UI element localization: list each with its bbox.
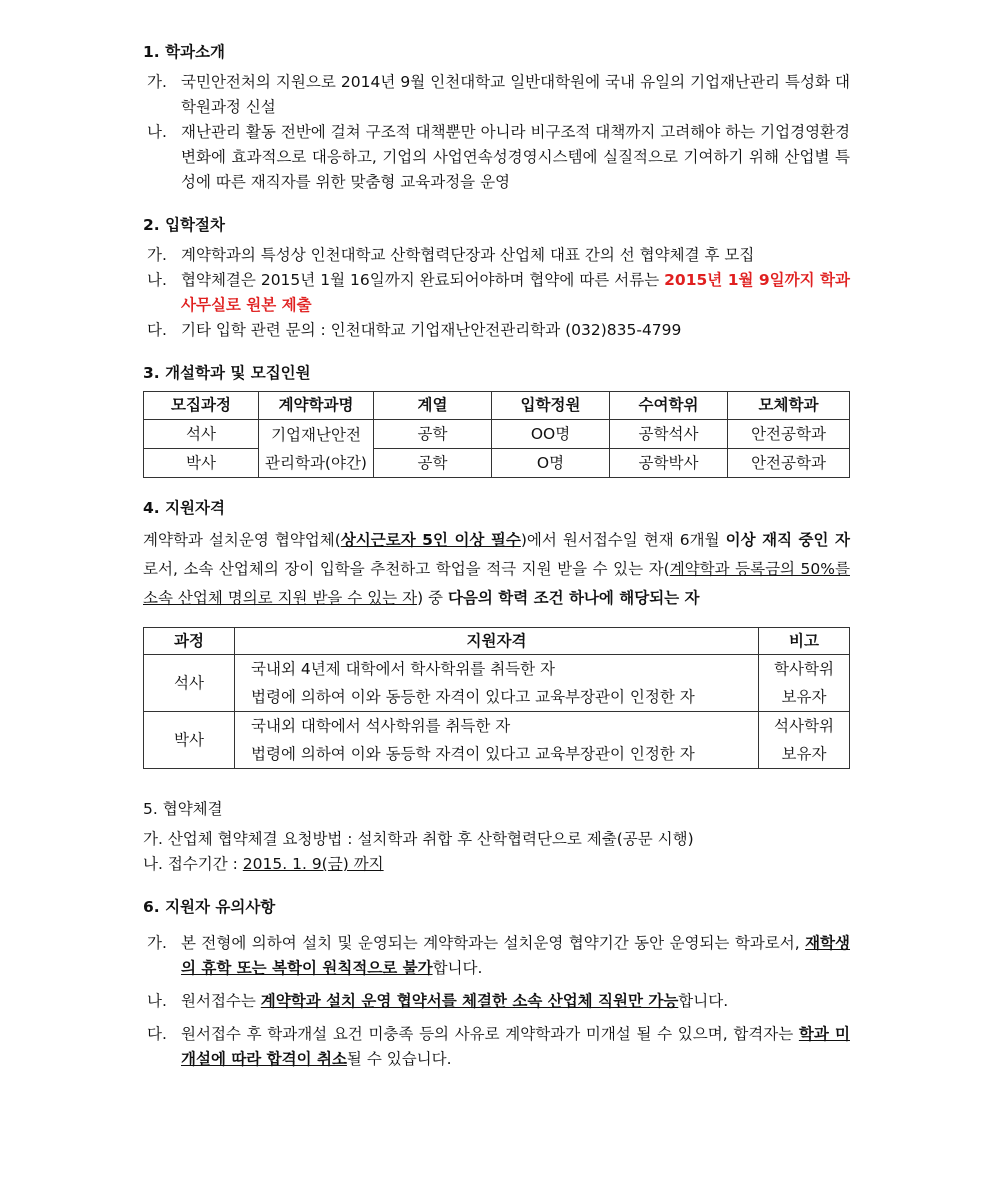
item-emphasis: 계약학과 설치 운영 협약서를 체결한 소속 산업체 직원만 가능	[260, 992, 679, 1010]
table-cell: 박사	[144, 449, 259, 478]
period-label: 나. 접수기간 :	[143, 855, 243, 873]
item-text: 국민안전처의 지원으로 2014년 9월 인천대학교 일반대학원에 국내 유일의 기업재난관리 특성화 대학원과정 신설	[181, 73, 850, 116]
table-row	[144, 449, 850, 478]
item-text: 원서접수 후 학과개설 요건 미충족 등의 사유로 계약학과가 미개설 될 수 있으며, 합격자는	[181, 1025, 799, 1043]
para-text: ) 중	[417, 589, 448, 607]
item-text: 합니다.	[432, 959, 483, 977]
list-item	[143, 120, 850, 195]
table-header-row	[144, 392, 850, 420]
list-item	[143, 268, 850, 318]
item-text: 될 수 있습니다.	[346, 1050, 452, 1068]
period-value: 2015. 1. 9(금) 까지	[242, 855, 384, 873]
item-text: 원서접수는	[181, 992, 261, 1010]
section-agreement	[143, 797, 850, 877]
list-item	[143, 243, 850, 268]
para-emphasis: 이상 재직 중인 자	[725, 531, 850, 549]
para-text: 계약학과 설치운영 협약업체(	[143, 531, 341, 549]
column-header: 수여학위	[610, 392, 728, 420]
item-marker: 나.	[147, 992, 167, 1010]
section-title: 1. 학과소개	[143, 43, 225, 61]
item-marker: 다.	[147, 1025, 167, 1043]
para-text: )에서 원서접수일 현재 6개월	[520, 531, 726, 549]
table-header-row	[144, 628, 850, 655]
item-text: 협약체결은 2015년 1월 16일까지 완료되어야하며 협약에 따른 서류는	[181, 271, 665, 289]
section-notes	[143, 895, 850, 1072]
item-marker: 가.	[147, 73, 167, 91]
item-text: 본 전형에 의하여 설치 및 운영되는 계약학과는 설치운영 협약기간 동안 운영되는 학과로서,	[181, 934, 806, 952]
table-cell: 박사	[144, 712, 235, 769]
section-title: 3. 개설학과 및 모집인원	[143, 364, 311, 382]
note-text: 석사학위	[774, 717, 834, 735]
column-header: 비고	[759, 628, 850, 655]
agreement-method: 가. 산업체 협약체결 요청방법 : 설치학과 취합 후 산학협력단으로 제출(공문 시행)	[143, 830, 694, 848]
note-text: 보유자	[781, 688, 827, 706]
item-text: 계약학과의 특성상 인천대학교 산학협력단장과 산업체 대표 간의 선 협약체결 후 모집	[181, 246, 755, 264]
table-cell: 공학	[374, 420, 492, 449]
item-marker: 다.	[147, 321, 167, 339]
eligibility-paragraph	[143, 526, 850, 613]
item-marker: 가.	[147, 246, 167, 264]
column-header: 지원자격	[235, 628, 759, 655]
table-cell	[759, 655, 850, 712]
section-eligibility	[143, 496, 850, 769]
table-cell: 공학석사	[610, 420, 728, 449]
section-title: 2. 입학절차	[143, 216, 225, 234]
section-departments	[143, 361, 850, 478]
table-cell: 안전공학과	[728, 420, 850, 449]
item-emphasis: 재학생의 휴학 또는 복학이 원칙적으로 불가	[181, 934, 850, 977]
para-underline: 계약학과 등록금의 50%를 소속 산업체 명의로 지원 받을 수 있는 자	[143, 560, 850, 607]
table-cell-dept: 기업재난안전 관리학과(야간)	[259, 420, 374, 478]
section-admission-procedure	[143, 213, 850, 343]
column-header: 모체학과	[728, 392, 850, 420]
table-cell: OO명	[492, 420, 610, 449]
table-cell	[235, 712, 759, 769]
column-header: 계열	[374, 392, 492, 420]
table-row	[144, 655, 850, 712]
item-emphasis: 학과 미개설에 따라 합격이 취소	[181, 1025, 850, 1068]
deadline-highlight: 2015년 1월 9일까지 학과사무실로 원본 제출	[181, 271, 850, 314]
table-cell: 석사	[144, 420, 259, 449]
table-row	[144, 420, 850, 449]
section-title: 6. 지원자 유의사항	[143, 898, 276, 916]
qualification-text: 국내외 4년제 대학에서 학사학위를 취득한 자	[251, 660, 556, 678]
qualification-text: 국내외 대학에서 석사학위를 취득한 자	[251, 717, 511, 735]
para-text: 로서, 소속 산업체의 장이 입학을 추천하고 학업을 적극 지원 받을 수 있는 자(	[143, 560, 670, 578]
item-marker: 가.	[147, 934, 167, 952]
quota-table	[143, 391, 850, 478]
table-cell	[759, 712, 850, 769]
list-item	[143, 318, 850, 343]
item-text: 합니다.	[678, 992, 729, 1010]
qualification-text: 법령에 의하여 이와 동등한 자격이 있다고 교육부장관이 인정한 자	[251, 688, 695, 706]
qualification-text: 법령에 의하여 이와 동등학 자격이 있다고 교육부장관이 인정한 자	[251, 745, 695, 763]
column-header: 과정	[144, 628, 235, 655]
table-cell: 공학	[374, 449, 492, 478]
section-title: 4. 지원자격	[143, 499, 225, 517]
item-text: 재난관리 활동 전반에 걸쳐 구조적 대책뿐만 아니라 비구조적 대책까지 고려해야 하는 기업경영환경 변화에 효과적으로 대응하고, 기업의 사업연속성경영시스템에 실질적으로 기여하기 위해 산업별 특성에 따른 재직자를 위한 맞춤형 교육과정을 운영	[181, 123, 850, 191]
list-item	[143, 70, 850, 120]
table-cell	[235, 655, 759, 712]
item-marker: 나.	[147, 123, 167, 141]
list-item	[143, 989, 850, 1014]
table-row	[144, 712, 850, 769]
table-cell: 석사	[144, 655, 235, 712]
note-text: 학사학위	[774, 660, 834, 678]
table-cell: 공학박사	[610, 449, 728, 478]
list-item	[143, 931, 850, 981]
table-cell: 안전공학과	[728, 449, 850, 478]
para-emphasis: 상시근로자 5인 이상 필수	[340, 531, 521, 549]
document-page	[143, 40, 850, 1090]
contact-text: 기타 입학 관련 문의 : 인천대학교 기업재난안전관리학과 (032)835-4799	[181, 321, 682, 339]
note-text: 보유자	[781, 745, 827, 763]
item-marker: 나.	[147, 271, 167, 289]
column-header: 입학정원	[492, 392, 610, 420]
column-header: 계약학과명	[259, 392, 374, 420]
table-cell: O명	[492, 449, 610, 478]
column-header: 모집과정	[144, 392, 259, 420]
section-title: 5. 협약체결	[143, 800, 223, 818]
agreement-period	[143, 852, 850, 877]
para-emphasis: 다음의 학력 조건 하나에 해당되는 자	[447, 589, 700, 607]
section-intro	[143, 40, 850, 195]
eligibility-table	[143, 627, 850, 769]
list-item	[143, 1022, 850, 1072]
